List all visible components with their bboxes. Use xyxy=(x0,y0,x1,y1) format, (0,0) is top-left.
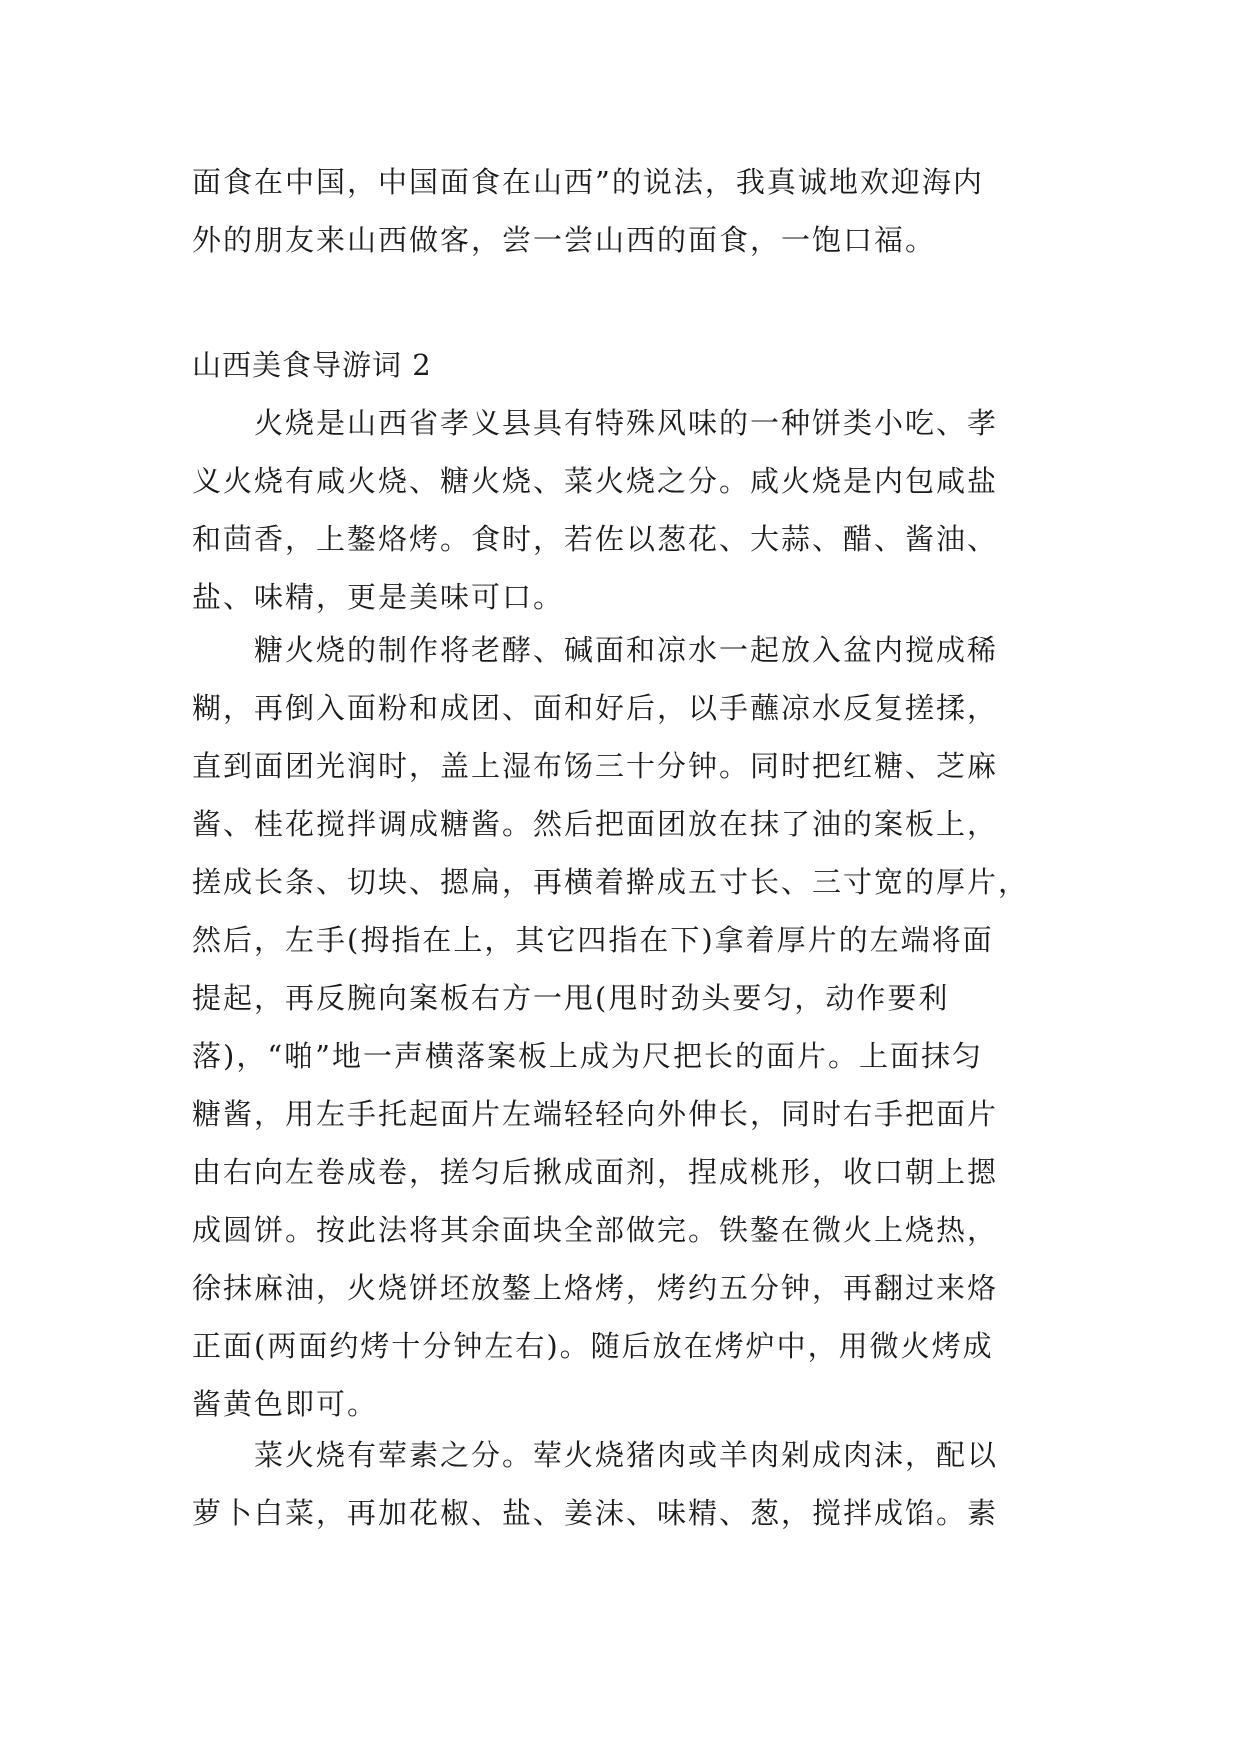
text-line: 成圆饼。按此法将其余面块全部做完。铁鏊在微火上烧热， xyxy=(192,1213,999,1247)
text-line: 糖火烧的制作将老酵、碱面和凉水一起放入盆内搅成稀 xyxy=(192,633,999,667)
text-line: 菜火烧有荤素之分。荤火烧猪肉或羊肉剁成肉沫，配以 xyxy=(192,1438,999,1472)
text-line: 正面(两面约烤十分钟左右)。随后放在烤炉中，用微火烤成 xyxy=(192,1329,994,1363)
text-line: 落)，“啪”地一声横落案板上成为尺把长的面片。上面抹匀 xyxy=(192,1039,983,1073)
text-line: 提起，再反腕向案板右方一甩(甩时劲头要匀，动作要利 xyxy=(192,981,950,1015)
text-line: 搓成长条、切块、摁扁，再横着擀成五寸长、三寸宽的厚片， xyxy=(192,865,1030,899)
text-line: 然后，左手(拇指在上，其它四指在下)拿着厚片的左端将面 xyxy=(192,923,994,957)
paragraph-3 xyxy=(192,1426,1072,1542)
text-line: 外的朋友来山西做客，尝一尝山西的面食，一饱口福。 xyxy=(192,223,937,257)
text-line: 糖酱，用左手托起面片左端轻轻向外伸长，同时右手把面片 xyxy=(192,1097,999,1131)
text-line: 酱、桂花搅拌调成糖酱。然后把面团放在抹了油的案板上， xyxy=(192,807,999,841)
text-line: 义火烧有咸火烧、糖火烧、菜火烧之分。咸火烧是内包咸盐 xyxy=(192,464,999,498)
text-line: 徐抹麻油，火烧饼坯放鏊上烙烤，烤约五分钟，再翻过来烙 xyxy=(192,1271,999,1305)
text-line: 由右向左卷成卷，搓匀后揪成面剂，捏成桃形，收口朝上摁 xyxy=(192,1155,999,1189)
text-line: 酱黄色即可。 xyxy=(192,1387,379,1421)
text-line: 萝卜白菜，再加花椒、盐、姜沫、味精、葱，搅拌成馅。素 xyxy=(192,1496,999,1530)
paragraph-2 xyxy=(192,621,1072,1433)
paragraph-1 xyxy=(192,394,1072,626)
text-line: 火烧是山西省孝义县具有特殊风味的一种饼类小吃、孝 xyxy=(192,406,999,440)
text-line: 面食在中国，中国面食在山西”的说法，我真诚地欢迎海内 xyxy=(192,165,984,199)
text-line: 糊，再倒入面粉和成团、面和好后，以手蘸凉水反复搓揉， xyxy=(192,691,999,725)
text-line: 和茴香，上鏊烙烤。食时，若佐以葱花、大蒜、醋、酱油、 xyxy=(192,522,999,556)
text-line: 直到面团光润时，盖上湿布饧三十分钟。同时把红糖、芝麻 xyxy=(192,749,999,783)
intro-paragraph xyxy=(192,153,1072,269)
text-line: 盐、味精，更是美味可口。 xyxy=(192,580,565,614)
section-heading: 山西美食导游词 2 xyxy=(192,348,432,382)
